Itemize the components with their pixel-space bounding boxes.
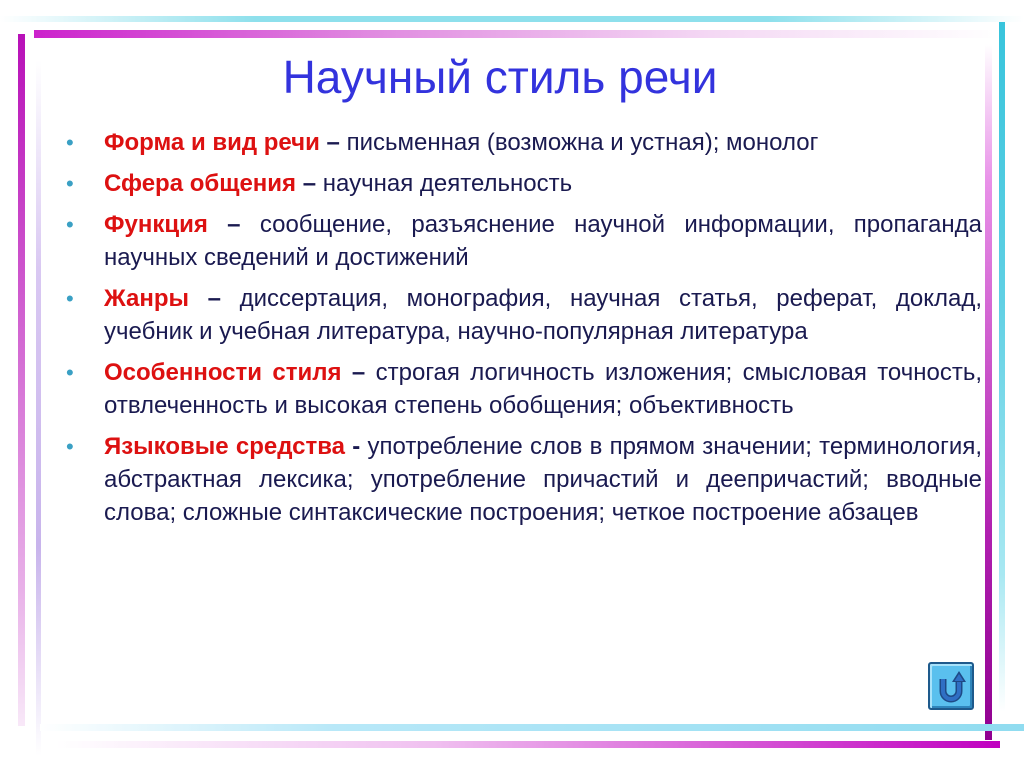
list-item-language-means bbox=[66, 430, 982, 529]
frame-bar-left-magenta bbox=[18, 34, 25, 726]
bullet-icon: • bbox=[66, 130, 74, 155]
frame-bar-top-magenta bbox=[34, 30, 1000, 38]
item-text: диссертация, монография, научная статья, реферат, доклад, учебник и учебная литература, научно-популярная литература bbox=[104, 285, 982, 345]
item-separator: – bbox=[326, 129, 340, 156]
list-item-form bbox=[66, 126, 982, 159]
return-button[interactable] bbox=[928, 662, 974, 710]
list-item-sphere bbox=[66, 167, 982, 200]
frame-bar-bottom-cyan bbox=[40, 724, 1024, 731]
item-separator: – bbox=[351, 359, 366, 386]
item-term: Сфера общения bbox=[104, 170, 297, 197]
frame-bar-bottom-magenta bbox=[56, 741, 1000, 748]
item-text: научная деятельность bbox=[322, 170, 573, 197]
list-item-genres bbox=[66, 282, 982, 348]
item-separator: - bbox=[352, 433, 361, 460]
frame-bar-top-cyan bbox=[0, 16, 1024, 22]
bullet-icon: • bbox=[66, 286, 74, 311]
frame-bar-right-magenta bbox=[985, 44, 992, 740]
bullet-icon: • bbox=[66, 434, 74, 459]
item-separator: – bbox=[302, 170, 317, 197]
bullet-icon: • bbox=[66, 360, 74, 385]
frame-bar-right-cyan bbox=[999, 22, 1005, 712]
item-term: Особенности стиля bbox=[104, 359, 342, 386]
bullet-icon: • bbox=[66, 171, 74, 196]
item-text: строгая логичность изложения; смысловая точность, отвлеченность и высокая степень обобщения; объективность bbox=[104, 359, 983, 419]
list-item-function bbox=[66, 208, 982, 274]
item-term: Функция bbox=[104, 211, 208, 238]
slide-title: Научный стиль речи bbox=[282, 51, 718, 103]
list-item-features bbox=[66, 356, 982, 422]
item-separator: – bbox=[227, 211, 241, 238]
bullet-icon: • bbox=[66, 212, 74, 237]
slide-content-list bbox=[66, 126, 982, 537]
item-term: Жанры bbox=[104, 285, 189, 312]
item-term: Форма и вид речи bbox=[104, 129, 320, 156]
frame-bar-left-lavender bbox=[36, 60, 41, 756]
item-term: Языковые средства bbox=[104, 433, 346, 460]
u-turn-return-icon bbox=[935, 669, 967, 703]
item-text: сообщение, разъяснение научной информации, пропаганда научных сведений и достижений bbox=[104, 211, 983, 271]
item-text: употребление слов в прямом значении; терминология, абстрактная лексика; употребление причастий и деепричастий; вводные слова; сложные синтаксические построения; четкое построение абзацев bbox=[104, 433, 982, 526]
item-text: письменная (возможна и устная); монолог bbox=[346, 129, 819, 156]
item-separator: – bbox=[207, 285, 221, 312]
